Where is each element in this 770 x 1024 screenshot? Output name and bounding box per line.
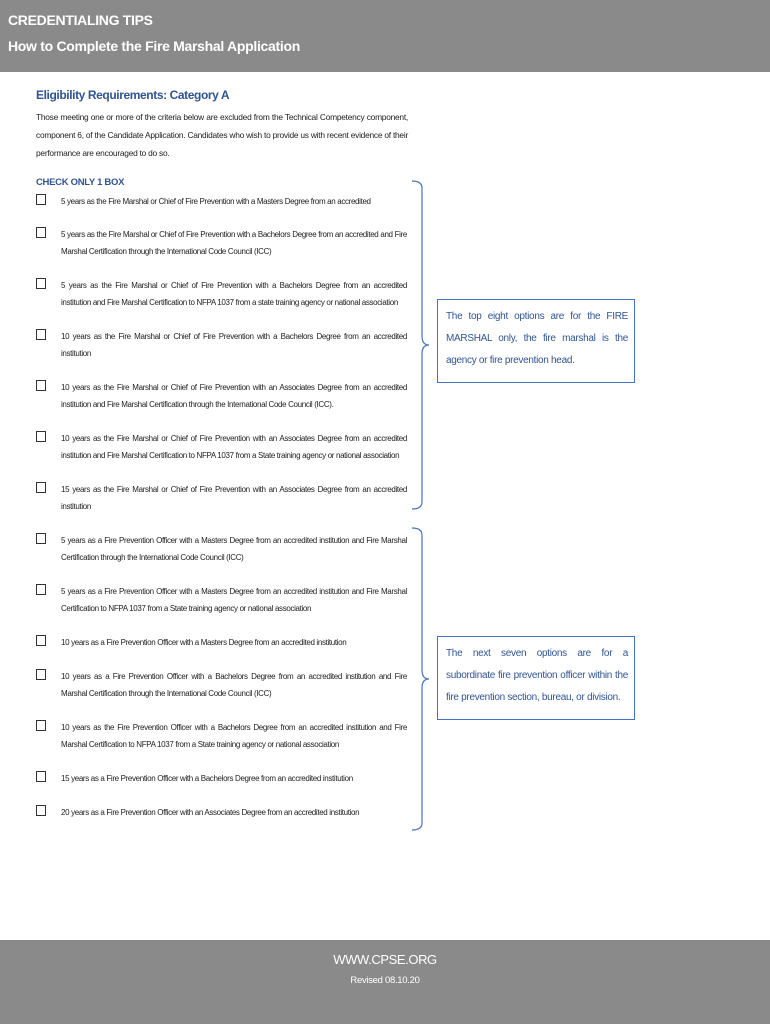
option-6-checkbox[interactable] <box>36 431 46 442</box>
header-banner <box>0 0 770 72</box>
option-8-label: 5 years as a Fire Prevention Officer with a Masters Degree from an accredited institution and Fire Marshal Certification through the International Code Council (ICC) <box>61 536 407 562</box>
option-5-checkbox[interactable] <box>36 380 46 391</box>
option-7 <box>36 481 408 517</box>
bracket-bottom-group <box>410 527 440 831</box>
option-4-checkbox[interactable] <box>36 329 46 340</box>
option-5 <box>36 379 408 415</box>
option-6 <box>36 430 408 466</box>
footer-banner <box>0 940 770 1024</box>
option-12 <box>36 719 408 755</box>
option-6-label: 10 years as the Fire Marshal or Chief of Fire Prevention with an Associates Degree from an accredited institution and Fire Marshal Certification to NFPA 1037 from a State training agency or national association <box>61 434 407 460</box>
option-1-label: 5 years as the Fire Marshal or Chief of Fire Prevention with a Masters Degree from an accredited <box>61 197 371 206</box>
option-11-label: 10 years as a Fire Prevention Officer with a Bachelors Degree from an accredited institution and Fire Marshal Certification through the International Code Council (ICC) <box>61 672 407 698</box>
option-2-label: 5 years as the Fire Marshal or Chief of Fire Prevention with a Bachelors Degree from an accredited and Fire Marshal Certification through the International Code Council (ICC) <box>61 230 407 256</box>
option-7-label: 15 years as the Fire Marshal or Chief of Fire Prevention with an Associates Degree from an accredited institution <box>61 485 407 511</box>
option-7-checkbox[interactable] <box>36 482 46 493</box>
check-only-one-label: CHECK ONLY 1 BOX <box>36 177 125 188</box>
option-3-checkbox[interactable] <box>36 278 46 289</box>
option-11 <box>36 668 408 704</box>
option-4 <box>36 328 408 364</box>
header-subtitle: How to Complete the Fire Marshal Application <box>8 38 300 54</box>
option-12-label: 10 years as the Fire Prevention Officer with a Bachelors Degree from an accredited institution and Fire Marshal Certification to NFPA 1037 from a State training agency or national association <box>61 723 407 749</box>
option-5-label: 10 years as the Fire Marshal or Chief of Fire Prevention with an Associates Degree from an accredited institution and Fire Marshal Certification through the International Code Council (ICC). <box>61 383 407 409</box>
option-11-checkbox[interactable] <box>36 669 46 680</box>
option-9 <box>36 583 408 619</box>
footer-website: WWW.CPSE.ORG <box>333 952 437 967</box>
option-10 <box>36 634 408 670</box>
option-1 <box>36 193 408 229</box>
footer-revised-date: Revised 08.10.20 <box>350 975 420 986</box>
option-8-checkbox[interactable] <box>36 533 46 544</box>
callout-fire-prevention-officer: The next seven options are for a subordinate fire prevention officer within the fire prevention section, bureau, or division. <box>437 636 635 720</box>
option-1-checkbox[interactable] <box>36 194 46 205</box>
option-10-checkbox[interactable] <box>36 635 46 646</box>
option-3-label: 5 years as the Fire Marshal or Chief of Fire Prevention with a Bachelors Degree from an accredited institution and Fire Marshal Certification to NFPA 1037 from a state training agency or national association <box>61 281 407 307</box>
option-13-checkbox[interactable] <box>36 771 46 782</box>
callout-fire-marshal: The top eight options are for the FIRE MARSHAL only, the fire marshal is the agency or fire prevention head. <box>437 299 635 383</box>
option-9-checkbox[interactable] <box>36 584 46 595</box>
option-14-checkbox[interactable] <box>36 805 46 816</box>
option-4-label: 10 years as the Fire Marshal or Chief of Fire Prevention with a Bachelors Degree from an accredited institution <box>61 332 407 358</box>
option-8 <box>36 532 408 568</box>
section-intro: Those meeting one or more of the criteria below are excluded from the Technical Competency component, component 6, of the Candidate Application. Candidates who wish to provide us with recent evidence of their performance are encouraged to do so. <box>36 112 408 158</box>
option-14 <box>36 804 408 840</box>
section-title: Eligibility Requirements: Category A <box>36 88 230 102</box>
option-13 <box>36 770 408 806</box>
option-2 <box>36 226 408 262</box>
option-9-label: 5 years as a Fire Prevention Officer with a Masters Degree from an accredited institution and Fire Marshal Certification to NFPA 1037 from a State training agency or national association <box>61 587 407 613</box>
option-13-label: 15 years as a Fire Prevention Officer with a Bachelors Degree from an accredited institution <box>61 774 353 783</box>
option-10-label: 10 years as a Fire Prevention Officer with a Masters Degree from an accredited institution <box>61 638 347 647</box>
option-2-checkbox[interactable] <box>36 227 46 238</box>
header-title: CREDENTIALING TIPS <box>8 12 153 28</box>
option-12-checkbox[interactable] <box>36 720 46 731</box>
option-3 <box>36 277 408 313</box>
option-14-label: 20 years as a Fire Prevention Officer with an Associates Degree from an accredited institution <box>61 808 360 817</box>
bracket-top-group <box>410 180 440 510</box>
